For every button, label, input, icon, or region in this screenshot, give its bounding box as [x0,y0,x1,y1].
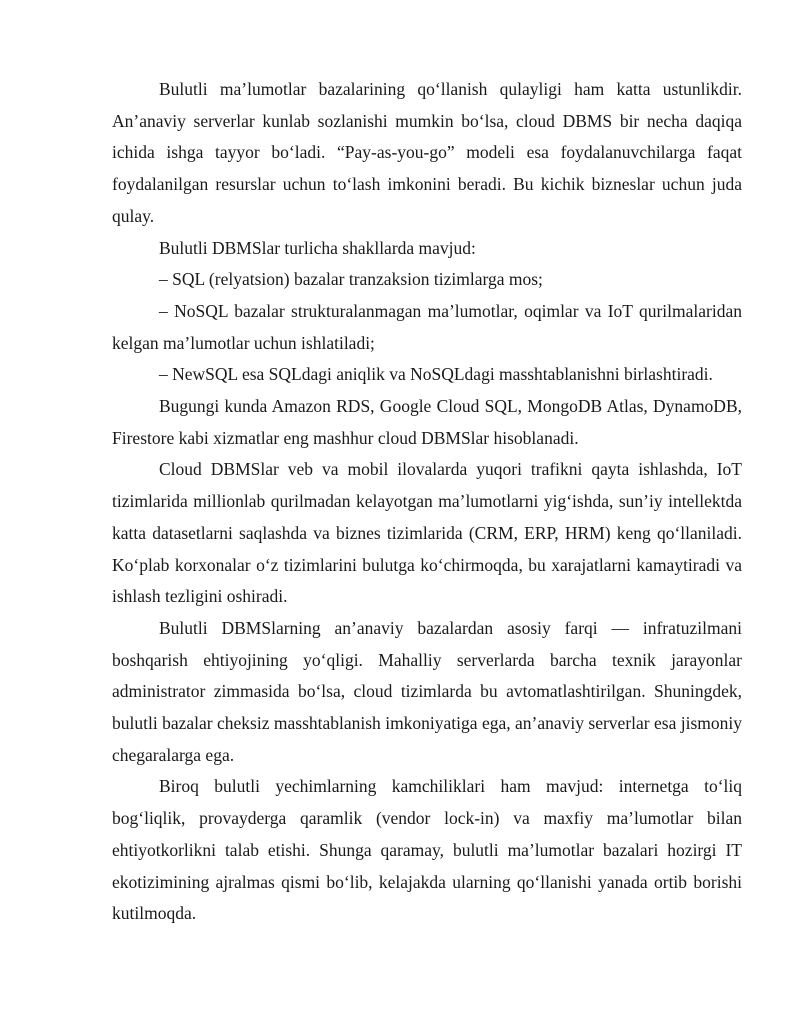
paragraph-popular-services: Bugungi kunda Amazon RDS, Google Cloud SQL, MongoDB Atlas, DynamoDB, Firestore kabi xizmatlar eng mashhur cloud DBMSlar hisoblanadi. [112,396,742,448]
document-page [112,74,742,930]
paragraph-drawbacks: Biroq bulutli yechimlarning kamchiliklari ham mavjud: internetga to‘liq bog‘liqlik, provayderga qaramlik (vendor lock-in) va maxfiy ma’lumotlar bilan ehtiyotkorlikni talab etishi. Shunga qaramay, bulutli ma’lumotlar bazalari hozirgi IT ekotizimining ajralmas qismi bo‘lib, kelajakda ularning qo‘llanishi yanada ortib borishi kutilmoqda. [112,776,742,924]
paragraph-dbms-forms-intro: Bulutli DBMSlar turlicha shakllarda mavjud: [159,237,476,258]
list-item-newsql: – NewSQL esa SQLdagi aniqlik va NoSQLdagi masshtablanishni birlashtiradi. [159,364,713,385]
list-item-sql: – SQL (relyatsion) bazalar tranzaksion tizimlarga mos; [159,269,543,290]
paragraph-use-cases: Cloud DBMSlar veb va mobil ilovalarda yuqori trafikni qayta ishlashda, IoT tizimlarida millionlab qurilmadan kelayotgan ma’lumotlarni yig‘ishda, sun’iy intellektda katta datasetlarni saqlashda va biznes tizimlarida (CRM, ERP, HRM) keng qo‘llaniladi. Ko‘plab korxonalar o‘z tizimlarini bulutga ko‘chirmoqda, bu xarajatlarni kamaytiradi va ishlash tezligini oshiradi. [112,459,742,607]
list-item-nosql: – NoSQL bazalar strukturalanmagan ma’lumotlar, oqimlar va IoT qurilmalaridan kelgan ma’lumotlar uchun ishlatiladi; [112,300,742,353]
paragraph-differences: Bulutli DBMSlarning an’anaviy bazalardan asosiy farqi — infratuzilmani boshqarish ehtiyojining yo‘qligi. Mahalliy serverlarda barcha texnik jarayonlar administrator zimmasida bo‘lsa, cloud tizimlarda bu avtomatlashtirilgan. Shuningdek, bulutli bazalar cheksiz masshtablanish imkoniyatiga ega, an’anaviy serverlar esa jismoniy chegaralarga ega. [112,617,742,765]
paragraph-cloud-usability: Bulutli ma’lumotlar bazalarining qo‘llanish qulayligi ham katta ustunlikdir. An’anaviy serverlar kunlab sozlanishi mumkin bo‘lsa, cloud DBMS bir necha daqiqa ichida ishga tayyor bo‘ladi. “Pay-as-you-go” modeli esa foydalanuvchilarga faqat foydalanilgan resurslar uchun to‘lash imkonini beradi. Bu kichik bizneslar uchun juda qulay. [112,79,742,226]
